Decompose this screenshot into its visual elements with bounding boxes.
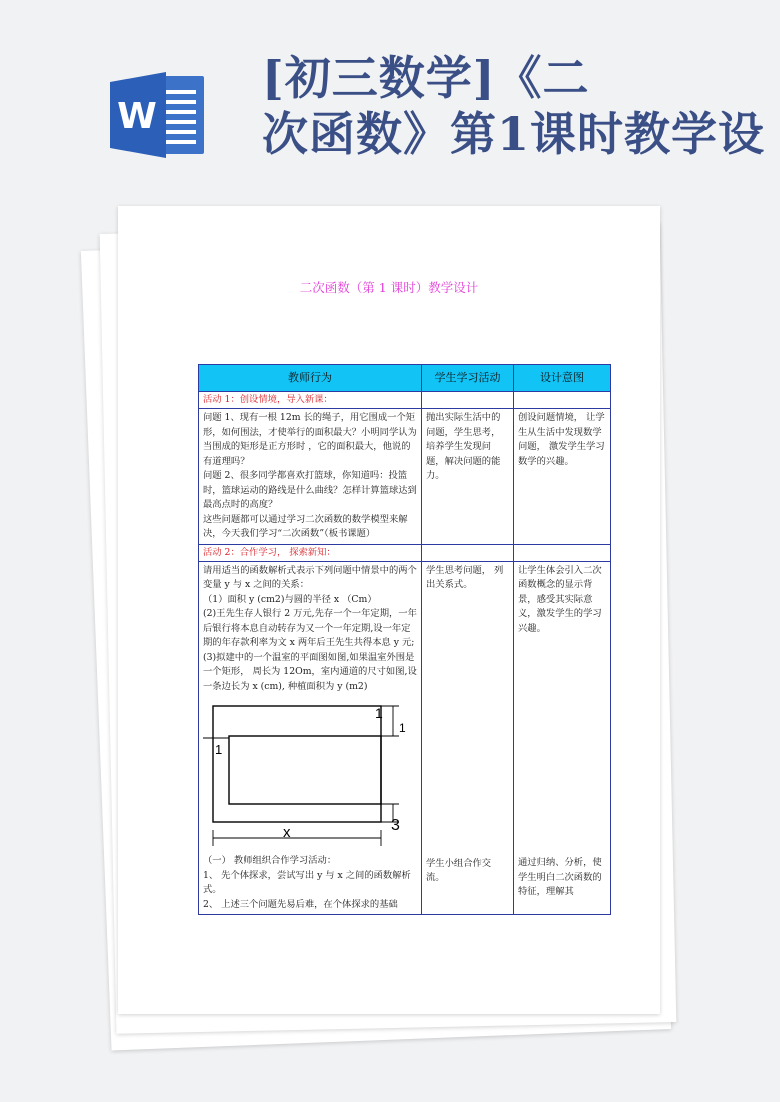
activity2-intent-text: 让学生体会引入二次函数概念的显示背景，感受其实际意义，激发学生的学习兴趣。 — [518, 564, 602, 634]
activity3-step1: 1、 先个体探求，尝试写出 y 与 x 之间的函数解析式。 — [203, 869, 411, 895]
activity2-student-cell — [422, 561, 514, 915]
activity2-intro: 请用适当的函数解析式表示下列问题中情景中的两个变量 y 与 x 之间的关系： — [203, 564, 417, 590]
activity1-heading-row — [199, 392, 611, 409]
activity2-heading-empty-cell — [422, 544, 514, 561]
document-page — [118, 206, 660, 1014]
diagram-label-right-top: 1 — [375, 705, 383, 721]
activity1-heading: 活动 1：创设情境，导入新课： — [199, 392, 422, 409]
header-title-line1: [初三数学]《二 — [262, 51, 590, 105]
column-header-student: 学生学习活动 — [422, 365, 514, 392]
activity1-question2: 问题 2、很多同学都喜欢打篮球，你知道吗：投篮时，篮球运动的路线是什么曲线？怎样计算篮球达到最高点时的高度？ — [203, 470, 417, 510]
activity1-intent-cell: 创设问题情境， 让学生从生活中发现数学问题， 激发学生学习数学的兴趣。 — [514, 409, 611, 545]
column-header-intent: 设计意图 — [514, 365, 611, 392]
activity1-teacher-cell — [199, 409, 422, 545]
activity1-conclusion: 这些问题都可以通过学习二次函数的数学模型来解决，今天我们学习“二次函数”（板书课题） — [203, 513, 408, 539]
header-title — [262, 50, 780, 170]
page-header — [0, 0, 780, 200]
activity2-teacher-cell — [199, 561, 422, 915]
word-icon — [110, 70, 208, 160]
activity2-heading: 活动 2：合作学习， 探索新知： — [199, 544, 422, 561]
header-title-line2: 次函数》第1课时教学设 — [262, 107, 766, 161]
diagram-label-bottom-right: 3 — [391, 817, 400, 834]
activity2-student-text: 学生思考问题， 列出关系式。 — [426, 564, 504, 590]
document-title: 二次函数（第 1 课时）教学设计 — [299, 280, 479, 295]
diagram-label-bottom: x — [283, 824, 291, 841]
activity2-problem1: （1）面积 y (cm2)与圆的半径 x （Cm） — [203, 593, 377, 605]
table-header-row — [199, 365, 611, 392]
lesson-table — [198, 364, 611, 915]
activity2-problem3: (3)拟建中的一个温室的平面图如图,如果温室外围是一个矩形， 周长为 12Om，室内通道的尺寸如图,设一条边长为 x (cm), 种植面积为 y (m2) — [203, 651, 417, 692]
activity1-heading-empty-cell — [514, 392, 611, 409]
svg-text:W: W — [117, 96, 157, 137]
activity1-heading-empty-cell — [422, 392, 514, 409]
activity3-step2: 2、 上述三个问题先易后难，在个体探求的基础 — [203, 898, 398, 910]
column-header-teacher: 教师行为 — [199, 365, 422, 392]
activity2-heading-empty-cell — [514, 544, 611, 561]
activity2-heading-row — [199, 544, 611, 561]
activity3-student-text: 学生小组合作交流。 — [426, 857, 492, 883]
activity2-intent-cell — [514, 561, 611, 915]
activity1-question1: 问题 1、现有一根 12m 长的绳子，用它围成一个矩形，如何围法，才使举行的面积最大？小明同学认为当围成的矩形是正方形时 ，它的面积最大，他说的有道理吗？ — [203, 412, 417, 467]
activity3-intro: （一） 教师组织合作学习活动： — [203, 855, 337, 866]
diagram-label-left: 1 — [215, 742, 223, 757]
activity2-row — [199, 561, 611, 915]
greenhouse-diagram — [203, 702, 407, 850]
activity3-intent-text: 通过归纳、分析，使学生明白二次函数的特征，理解其 — [518, 857, 602, 897]
activity1-row — [199, 409, 611, 545]
diagram-label-right-mid: 1 — [399, 721, 406, 735]
activity1-student-cell: 抛出实际生活中的问题，学生思考，培养学生发现问题，解决问题的能力。 — [422, 409, 514, 545]
activity2-problem2: (2)王先生存人银行 2 万元,先存一个一年定期，一年后银行将本息自动转存为又一个一年定期,设一年定期的年存款利率为文 x 两年后王先生共得本息 y 元; — [203, 608, 417, 648]
